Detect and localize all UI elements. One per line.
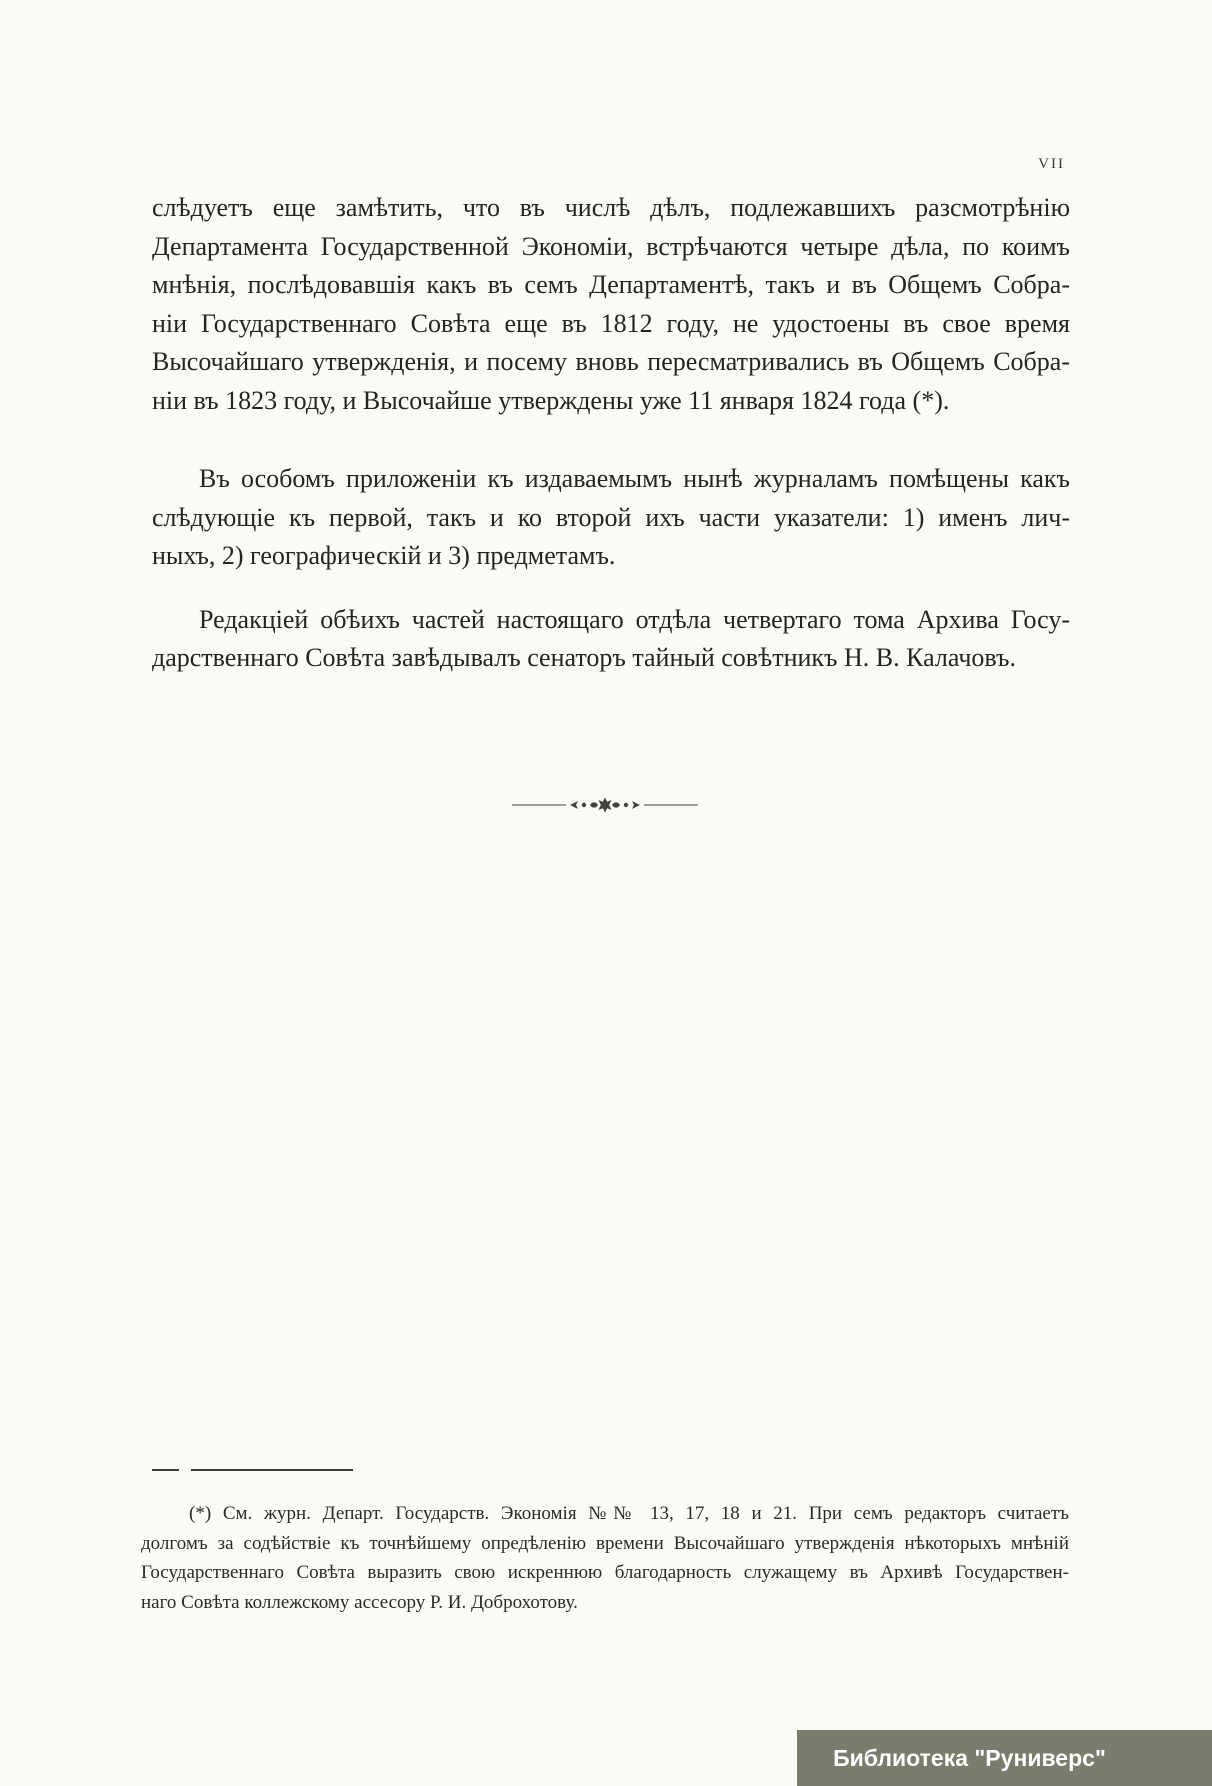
paragraph [152,189,1070,420]
text-line: ніи Государственнаго Совѣта еще въ 1812 году, не удостоены въ свое время [152,308,1070,338]
watermark-bar [797,1730,1212,1786]
footnote-line: наго Совѣта коллежскому ассесору Р. И. Доброхотову. [141,1591,578,1613]
footnote-line: Государственнаго Совѣта выразить свою искреннюю благодарность служащему въ Архивѣ Государствен- [141,1562,1069,1583]
text-line: Въ особомъ приложеніи къ издаваемымъ нынѣ журналамъ помѣщены какъ [199,464,1070,493]
page-number: VII [1038,156,1065,172]
text-line: дарственнаго Совѣта завѣдывалъ сенаторъ тайный совѣтникъ Н. В. Калачовъ. [152,643,1016,672]
paragraph [152,460,1070,576]
footnote-line: (*) См. журн. Департ. Государств. Экономія №№ 13, 17, 18 и 21. При семъ редакторъ считаетъ [189,1503,1069,1524]
footnote-line: долгомъ за содѣйствіе къ точнѣйшему опредѣленію времени Высочайшаго утвержденія нѣкоторыхъ мнѣній [141,1532,1069,1554]
paragraph [152,601,1070,678]
fleuron-ornament-icon [512,797,698,813]
text-line: слѣдующіе къ первой, такъ и ко второй ихъ части указатели: 1) именъ лич- [152,502,1070,532]
text-line: ніи въ 1823 году, и Высочайше утверждены уже 11 января 1824 года (*). [152,385,950,415]
separator-dash [152,1469,179,1471]
footnote [141,1499,1069,1617]
text-line: мнѣнія, послѣдовавшія какъ въ семъ Департаментѣ, такъ и въ Общемъ Собра- [152,270,1070,299]
watermark-label: Библиотека "Руниверс" [833,1744,1106,1771]
footnote-separator [152,1461,353,1479]
text-line: Редакціей обѣихъ частей настоящаго отдѣла четвертаго тома Архива Госу- [199,604,1070,634]
text-line: Департамента Государственной Экономіи, встрѣчаются четыре дѣла, по коимъ [152,231,1070,261]
separator-rule [191,1469,353,1471]
page-body [152,189,1070,678]
text-line: слѣдуетъ еще замѣтить, что въ числѣ дѣлъ, подлежавшихъ разсмотрѣнію [152,193,1070,222]
text-line: Высочайшаго утвержденія, и посему вновь пересматривались въ Общемъ Собра- [152,347,1070,376]
text-line: ныхъ, 2) географическій и 3) предметамъ. [152,541,616,570]
